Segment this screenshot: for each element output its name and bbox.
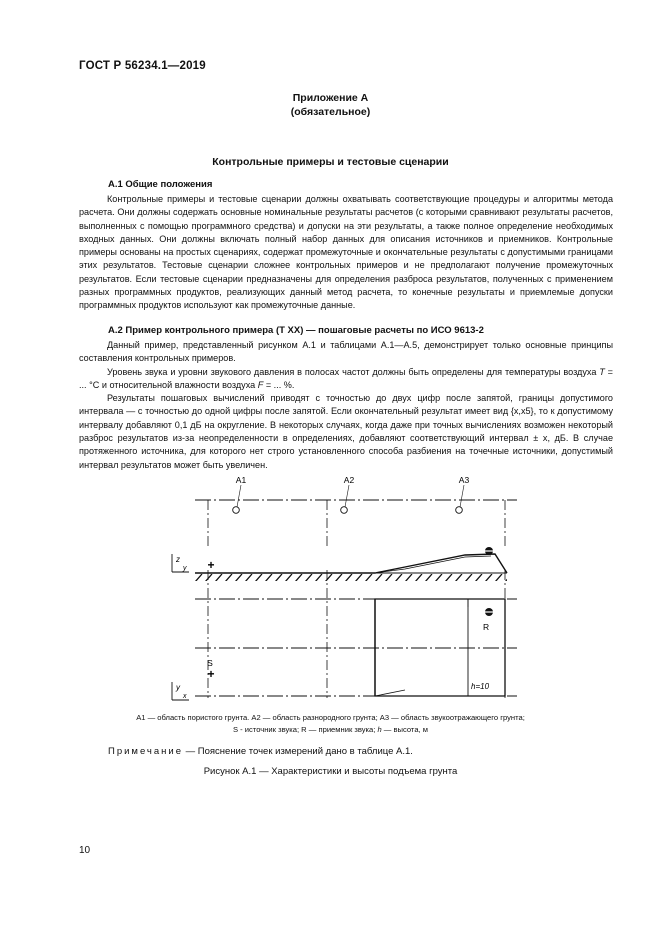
- paragraph-a1: [79, 193, 613, 313]
- plan-diagonal: [375, 690, 405, 696]
- label-x: x: [183, 693, 187, 700]
- heading-a1: А.1 Общие положения: [108, 179, 213, 190]
- document-header: ГОСТ Р 56234.1—2019: [79, 60, 206, 72]
- p2-text-b: = ... °С и относительной влажности воздуха: [79, 366, 613, 390]
- ground-profile: [195, 554, 507, 573]
- marker-a1-icon: [233, 507, 240, 514]
- section-title: Контрольные примеры и тестовые сценарии: [212, 156, 449, 168]
- legend-text-a: S - источник звука; R — приемник звука;: [232, 725, 378, 734]
- heading-a2: А.2 Пример контрольного примера (Т ХХ) — пошаговые расчеты по ИСО 9613-2: [108, 325, 484, 336]
- figure-legend-line1: А1 — область пористого грунта. А2 — область разнородного грунта; А3 — область звукоотражающего грунта;: [136, 713, 525, 722]
- figure-note: [108, 746, 413, 757]
- leader-a3: [460, 485, 464, 507]
- label-a1: A1: [235, 475, 247, 485]
- leader-a2: [345, 485, 349, 507]
- paragraph-a2-p1: Данный пример, представленный рисунком А.1 и таблицами А.1—А.5, демонстрирует только основные принципы составления контрольных примеров.: [79, 340, 613, 364]
- ground-figure: [155, 470, 525, 706]
- source-plus-icon: +: [207, 558, 215, 572]
- paragraph-a1-text: Контрольные примеры и тестовые сценарии должны охватывать соответствующие процедуры и алгоритмы метода расчета. Они должны содержать основные номинальные результаты расчетов (с которыми сравнивают результаты расчетов, выполненных с помощью программного средства) и допуски на эти результаты, а также полное определение необходимых входных данных. Они должны включать полный набор данных для описания источников и приемников. Контрольные примеры основаны на простых сценариях, содержат промежуточные и окончательные результаты с допустимыми границами этих результатов. Тестовые сценарии сложнее контрольных примеров и не предполагают получение промежуточных результатов. Если тестовые сценарии предназначены для определения разброса результатов, полученных с применением разных программных продуктов, реализующих данный метод расчета, то конечные результаты и приемлемые допуски программных продуктов используют как промежуточные данные.: [79, 194, 613, 311]
- p2-text-a: Уровень звука и уровни звукового давления в полосах частот должны быть определены для температуры воздуха: [107, 366, 600, 377]
- plan-area-inner: [375, 599, 468, 696]
- label-r: R: [483, 622, 490, 632]
- marker-a2-icon: [341, 507, 348, 514]
- p2-text-c: = ... %.: [263, 379, 295, 390]
- paragraph-a2-p3: Результаты пошаговых вычислений приводят с точностью до двух цифр после запятой, границы допустимого интервала — с точностью до одной цифры после запятой. Если окончательный результат имеет вид {х,х5}, то к допустимому интервалу добавляют 0,1 дБ на округление. В некоторых случаях, когда даже при точных вычислениях возможен некоторый разброс результатов из-за неопределенности в определениях, добавляют соответствующий интервал ± х, дБ. В случае протяженного источника, для которого нет строго установленного способа разбиения на точечные источники, допустимый интервал результатов может быть увеличен.: [79, 393, 613, 470]
- label-s: S: [207, 658, 213, 668]
- label-h: h=10: [471, 682, 490, 691]
- label-y: y: [176, 683, 180, 692]
- label-a2: A2: [343, 475, 355, 485]
- ground-profile-inner: [375, 556, 491, 573]
- note-label: Примечание: [108, 746, 183, 757]
- appendix-status: (обязательное): [290, 106, 371, 118]
- temperature-symbol: T: [599, 366, 605, 377]
- label-y-top: y: [183, 565, 187, 572]
- label-a3: A3: [458, 475, 470, 485]
- paragraph-a2: [79, 339, 613, 472]
- figure-legend-line2: [0, 724, 661, 736]
- legend-text-b: — высота, м: [381, 725, 428, 734]
- legend-h: h: [377, 725, 382, 734]
- leader-a1: [237, 485, 241, 507]
- source-plan-plus-icon: +: [207, 667, 215, 681]
- page-number: 10: [79, 845, 91, 856]
- marker-a3-icon: [456, 507, 463, 514]
- humidity-symbol: F: [257, 379, 264, 390]
- label-z: z: [176, 555, 180, 564]
- note-text: — Пояснение точек измерений дано в таблице А.1.: [183, 746, 413, 757]
- ground-hatching: [195, 574, 507, 581]
- paragraph-a2-p2: [79, 366, 613, 393]
- appendix-title: Приложение А: [292, 92, 369, 104]
- figure-title: Рисунок А.1 — Характеристики и высоты подъема грунта: [203, 766, 458, 777]
